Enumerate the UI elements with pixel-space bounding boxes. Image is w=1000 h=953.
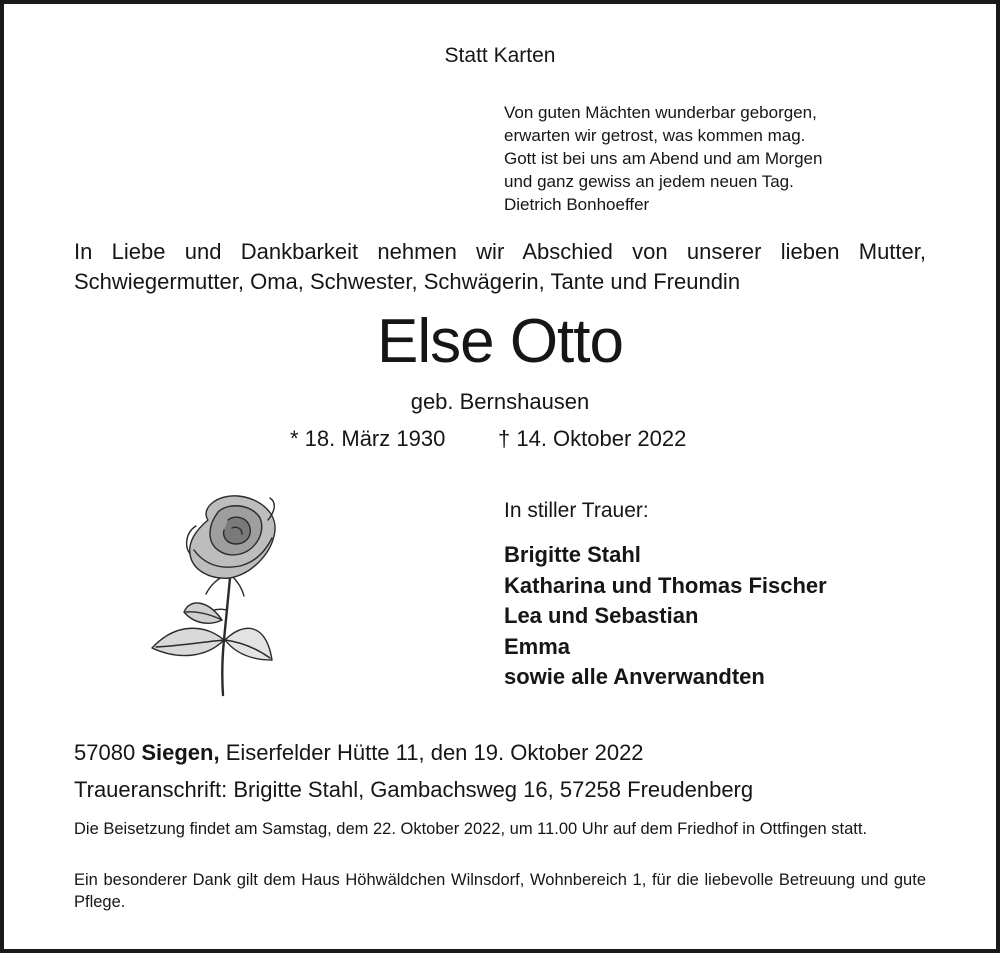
- thanks-note: Ein besonderer Dank gilt dem Haus Höhwäldchen Wilnsdorf, Wohnbereich 1, für die liebevolle Betreuung und gute Pflege.: [74, 871, 926, 911]
- mourners-list: [504, 540, 827, 693]
- burial-note: Die Beisetzung findet am Samstag, dem 22. Oktober 2022, um 11.00 Uhr auf dem Friedhof in Ottfingen statt.: [74, 820, 868, 838]
- statt-karten-heading: Statt Karten: [444, 44, 556, 67]
- mourning-heading: In stiller Trauer:: [504, 499, 649, 522]
- birth-name: geb. Bernshausen: [410, 389, 590, 414]
- quote-line: Von guten Mächten wunderbar geborgen,: [504, 103, 817, 122]
- rose-illustration-icon: [148, 490, 278, 700]
- place-date-line: [74, 740, 644, 766]
- quote-author: Dietrich Bonhoeffer: [504, 195, 650, 214]
- intro-text: [74, 237, 926, 297]
- quote-line: Gott ist bei uns am Abend und am Morgen: [504, 149, 823, 168]
- bonhoeffer-quote: [504, 101, 822, 216]
- mourner-name: Emma: [504, 633, 571, 659]
- quote-line: und ganz gewiss an jedem neuen Tag.: [504, 172, 794, 191]
- city: Siegen,: [141, 740, 220, 765]
- death-date: † 14. Oktober 2022: [498, 426, 687, 451]
- intro-line-1: In Liebe und Dankbarkeit nehmen wir Abschied von unserer lieben Mutter,: [74, 239, 926, 264]
- postcode: 57080: [74, 740, 136, 765]
- mourner-name: Lea und Sebastian: [504, 603, 699, 628]
- intro-line-2: Schwiegermutter, Oma, Schwester, Schwägerin, Tante und Freundin: [74, 269, 741, 294]
- mourner-name: Katharina und Thomas Fischer: [504, 572, 827, 598]
- deceased-name: Else Otto: [377, 307, 623, 376]
- place-rest: Eiserfelder Hütte 11, den 19. Oktober 2022: [225, 740, 644, 765]
- birth-date: * 18. März 1930: [290, 426, 446, 451]
- mourner-name: sowie alle Anverwandten: [504, 664, 765, 689]
- quote-line: erwarten wir getrost, was kommen mag.: [504, 126, 806, 145]
- mourner-name: Brigitte Stahl: [504, 542, 641, 567]
- mourning-address: Traueranschrift: Brigitte Stahl, Gambachsweg 16, 57258 Freudenberg: [74, 777, 754, 802]
